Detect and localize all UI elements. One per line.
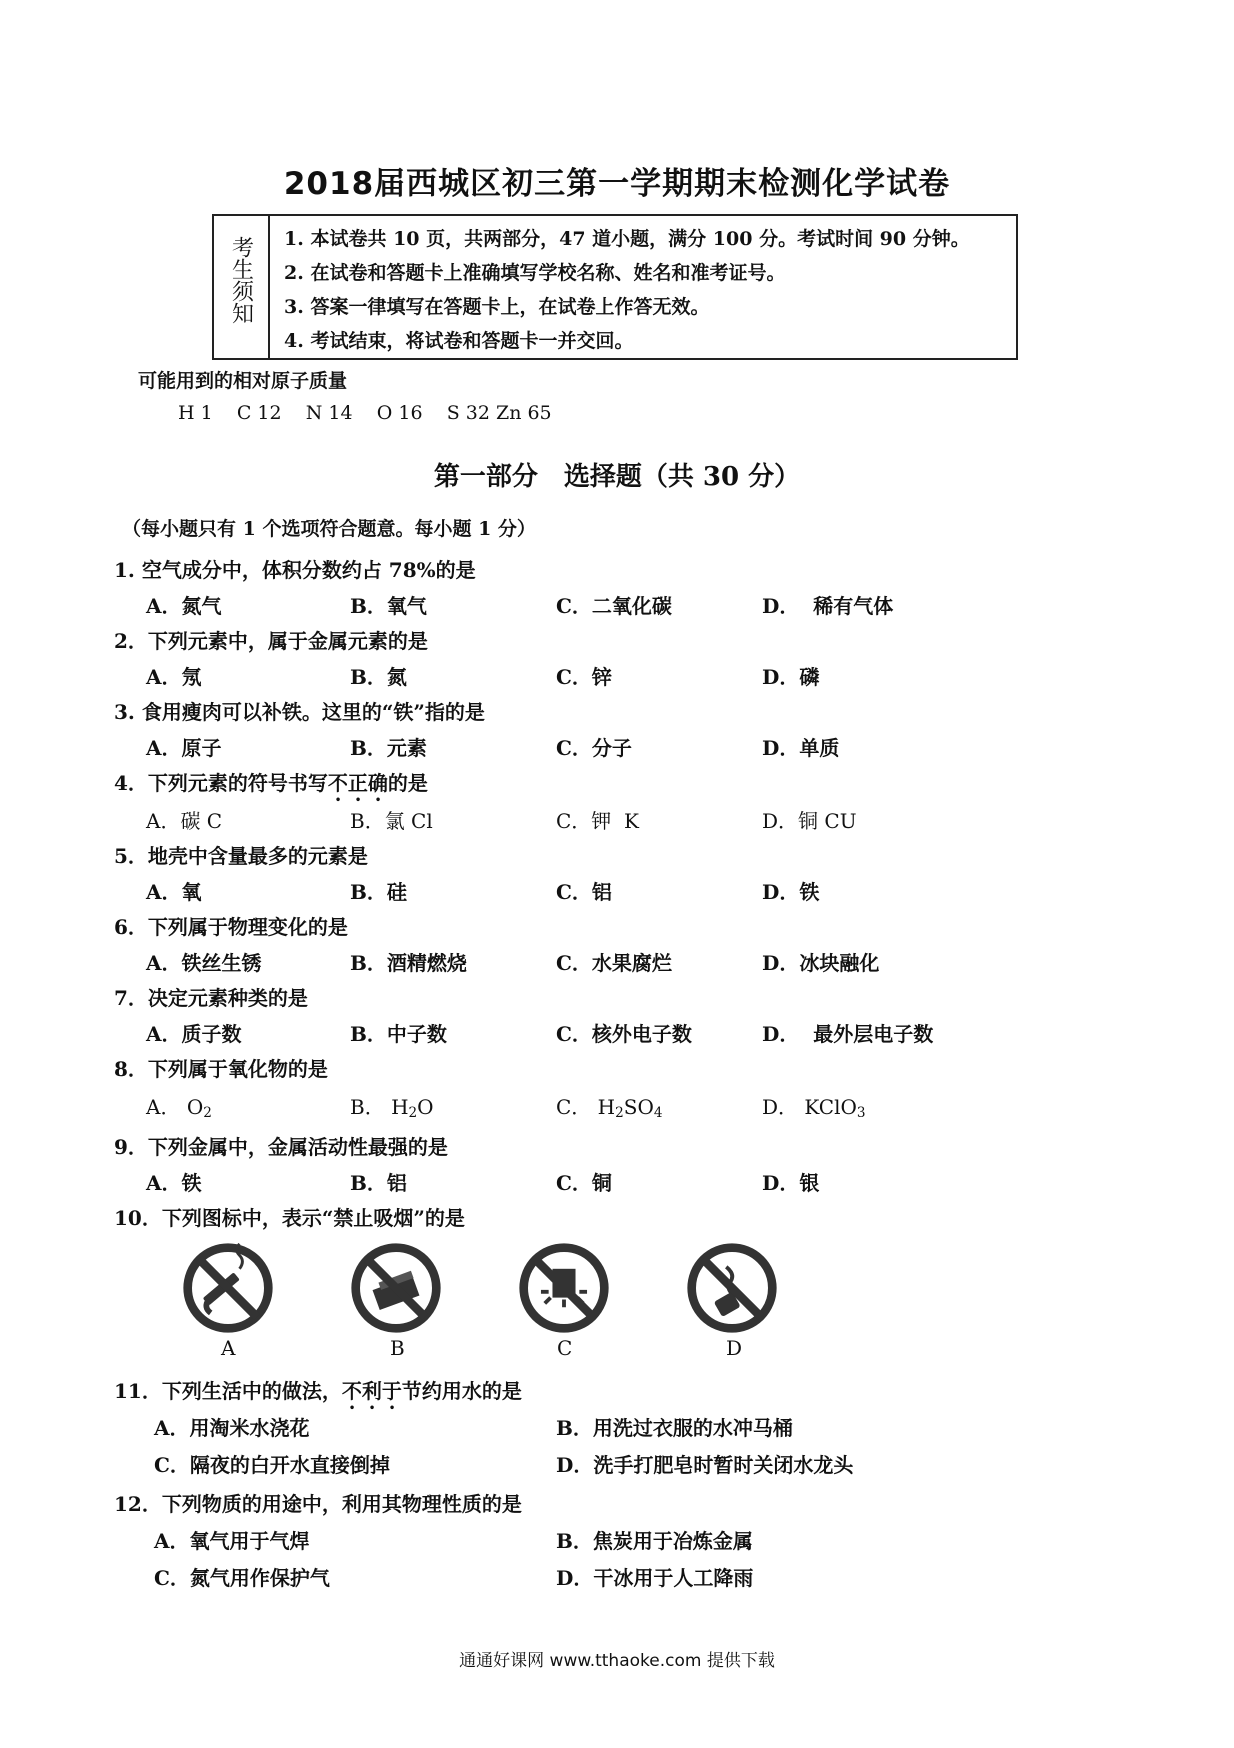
stem-text: 的是 xyxy=(387,771,428,795)
option-d: D．单质 xyxy=(762,736,840,760)
option-b: B．氧气 xyxy=(350,594,427,618)
notice-item: 4. 考试结束，将试卷和答题卡一并交回。 xyxy=(284,330,634,352)
option-d: D．干冰用于人工降雨 xyxy=(556,1566,754,1590)
atomic-mass-values: H 1 C 12 N 14 O 16 S 32 Zn 65 xyxy=(178,402,552,424)
option-b: B．氯 Cl xyxy=(350,809,433,833)
option-c: C．铝 xyxy=(556,880,612,904)
stem-text: 4．下列元素的符号书写 xyxy=(114,771,328,795)
stem-text: 节约用水的是 xyxy=(401,1379,522,1403)
option-d: D． 稀有气体 xyxy=(762,594,894,618)
question-stem: 3. 食用瘦肉可以补铁。这里的“铁”指的是 xyxy=(114,700,485,724)
option-c: C．二氧化碳 xyxy=(556,594,672,618)
option-b: B．酒精燃烧 xyxy=(350,951,467,975)
option-d: D．冰块融化 xyxy=(762,951,880,975)
option-d: D．铁 xyxy=(762,880,820,904)
option-a: A．氖 xyxy=(146,665,202,689)
exam-title: 2018届西城区初三第一学期期末检测化学试卷 xyxy=(283,166,951,202)
notice-item: 1. 本试卷共 10 页，共两部分，47 道小题，满分 100 分。考试时间 90 分钟。 xyxy=(284,228,970,250)
question-stem: 2．下列元素中，属于金属元素的是 xyxy=(114,629,428,653)
option-b: B． $H_2O$ xyxy=(350,1095,434,1121)
no-matches-sign-icon xyxy=(348,1240,444,1336)
option-a: A． $O_2$ xyxy=(146,1095,212,1121)
emphasized-text: 不利于 xyxy=(341,1379,402,1403)
option-c: C．水果腐烂 xyxy=(556,951,672,975)
option-b: B．氮 xyxy=(350,665,407,689)
option-d: D． 最外层电子数 xyxy=(762,1022,934,1046)
option-b: B．用洗过衣服的水冲马桶 xyxy=(556,1416,793,1440)
option-c: C．隔夜的白开水直接倒掉 xyxy=(154,1453,390,1477)
part-title: 第一部分 选择题（共 30 分） xyxy=(433,462,801,492)
stem-text: 11．下列生活中的做法， xyxy=(114,1379,342,1403)
question-stem: 10．下列图标中，表示“禁止吸烟”的是 xyxy=(114,1206,465,1230)
option-a: A．氮气 xyxy=(146,594,222,618)
question-stem: 12．下列物质的用途中，利用其物理性质的是 xyxy=(114,1492,522,1516)
option-b: B．中子数 xyxy=(350,1022,447,1046)
notice-heading: 考生须知 xyxy=(228,236,254,324)
atomic-mass-heading: 可能用到的相对原子质量 xyxy=(138,370,348,392)
option-a: A．碳 C xyxy=(146,809,223,833)
option-c: C．铜 xyxy=(556,1171,612,1195)
option-c: C．核外电子数 xyxy=(556,1022,692,1046)
question-stem xyxy=(114,767,428,806)
part-instruction: （每小题只有 1 个选项符合题意。每小题 1 分） xyxy=(122,518,536,540)
question-stem: 9．下列金属中，金属活动性最强的是 xyxy=(114,1135,448,1159)
option-c: C．分子 xyxy=(556,736,632,760)
option-a: A．铁 xyxy=(146,1171,202,1195)
question-stem: 5．地壳中含量最多的元素是 xyxy=(114,844,368,868)
option-b: B．铝 xyxy=(350,1171,407,1195)
option-b: B．焦炭用于冶炼金属 xyxy=(556,1529,753,1553)
option-a: A．氧气用于气焊 xyxy=(154,1529,310,1553)
option-c: C．氮气用作保护气 xyxy=(154,1566,330,1590)
option-d: D．磷 xyxy=(762,665,820,689)
option-a: A．原子 xyxy=(146,736,222,760)
question-stem: 8．下列属于氧化物的是 xyxy=(114,1057,328,1081)
option-d: D．银 xyxy=(762,1171,820,1195)
footer-source: 通通好课网 www.tthaoke.com 提供下载 xyxy=(459,1651,775,1671)
option-d: D．铜 CU xyxy=(762,809,857,833)
no-fireworks-sign-icon xyxy=(516,1240,612,1336)
notice-heading-cell xyxy=(214,216,270,358)
no-flammables-sign-icon xyxy=(684,1240,780,1336)
option-a: A．用淘米水浇花 xyxy=(154,1416,310,1440)
option-b: B．硅 xyxy=(350,880,407,904)
notice-item: 2. 在试卷和答题卡上准确填写学校名称、姓名和准考证号。 xyxy=(284,262,786,284)
emphasized-text: 不正确 xyxy=(327,771,388,795)
sign-label-c: C xyxy=(557,1336,573,1360)
option-b: B．元素 xyxy=(350,736,427,760)
sign-label-d: D xyxy=(726,1336,743,1360)
option-d: D． KClO$_3$ xyxy=(762,1095,866,1121)
question-stem: 6．下列属于物理变化的是 xyxy=(114,915,348,939)
sign-label-a: A xyxy=(221,1336,236,1360)
no-smoking-sign-icon xyxy=(180,1240,276,1336)
option-d: D．洗手打肥皂时暂时关闭水龙头 xyxy=(556,1453,854,1477)
option-a: A．质子数 xyxy=(146,1022,242,1046)
option-c: C． $H_2SO_4$ xyxy=(556,1095,663,1121)
option-c: C．锌 xyxy=(556,665,612,689)
notice-item: 3. 答案一律填写在答题卡上，在试卷上作答无效。 xyxy=(284,296,710,318)
option-c: C．钾 K xyxy=(556,809,639,833)
option-a: A．氧 xyxy=(146,880,202,904)
question-stem: 1. 空气成分中，体积分数约占 78%的是 xyxy=(114,558,476,582)
question-stem: 7．决定元素种类的是 xyxy=(114,986,308,1010)
sign-label-b: B xyxy=(390,1336,405,1360)
option-a: A．铁丝生锈 xyxy=(146,951,262,975)
notice-box xyxy=(212,214,1018,360)
question-stem xyxy=(114,1375,522,1414)
